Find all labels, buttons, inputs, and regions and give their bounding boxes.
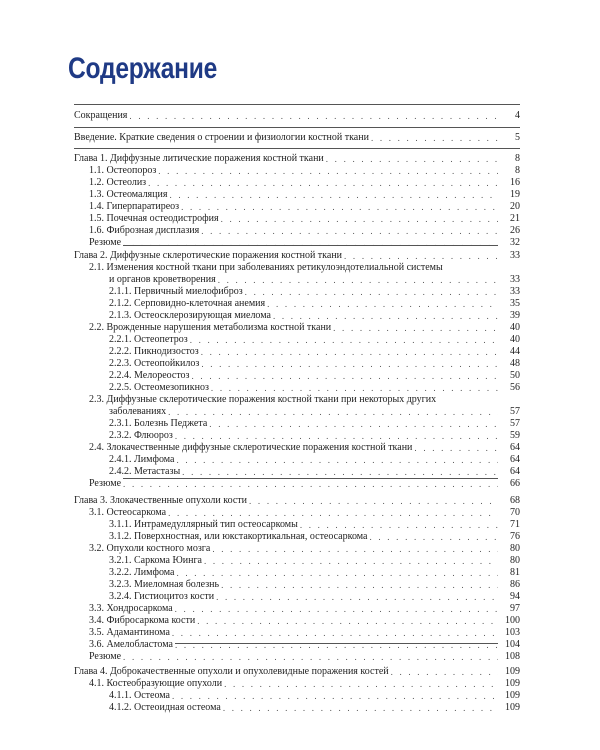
toc-entry[interactable] — [74, 478, 520, 490]
toc-entry[interactable] — [74, 201, 520, 213]
toc-entry-page: 64 — [498, 442, 520, 454]
toc-entry-page: 48 — [498, 358, 520, 370]
toc-entry[interactable] — [74, 430, 520, 442]
toc-entry[interactable] — [74, 406, 520, 418]
toc-entry-title: 2.2.4. Мелореостоз — [74, 370, 192, 382]
toc-entry[interactable] — [74, 132, 520, 144]
toc-entry[interactable] — [74, 651, 520, 663]
toc-entry-title: 1.6. Фиброзная дисплазия — [74, 225, 201, 237]
toc-entry-page: 40 — [498, 322, 520, 334]
toc-entry-page: 26 — [498, 225, 520, 237]
toc-entry[interactable] — [74, 579, 520, 591]
toc-entry[interactable] — [74, 507, 520, 519]
toc-entry-page: 109 — [498, 702, 520, 714]
toc-entry-title: Глава 1. Диффузные литические поражения костной ткани — [74, 153, 324, 164]
toc-entry-page: 57 — [498, 406, 520, 418]
toc-entry[interactable] — [74, 177, 520, 189]
toc-entry[interactable] — [74, 591, 520, 603]
toc-entry-page: 100 — [498, 615, 520, 627]
toc-entry-title: 1.1. Остеопороз — [74, 165, 158, 177]
toc-entry-title: 2.3. Диффузные склеротические поражения костной ткани при некоторых других — [74, 394, 438, 406]
toc-entry-title: 2.4.2. Метастазы — [74, 466, 182, 478]
toc-entry[interactable] — [74, 603, 520, 615]
toc-entry[interactable] — [74, 346, 520, 358]
toc-entry-page: 70 — [498, 507, 520, 519]
toc-entry-page: 44 — [498, 346, 520, 358]
toc-entry-page: 5 — [498, 132, 520, 144]
toc-entry-title: 2.2.5. Остеомезопикноз — [74, 382, 211, 394]
toc-entry-title: 3.5. Адамантинома — [74, 627, 172, 639]
toc-entry-title: 2.1.3. Остеосклерозирующая миелома — [74, 310, 273, 322]
toc-entry-title: 3.1.1. Интрамедуллярный тип остеосаркомы — [74, 519, 300, 531]
toc-entry-page: 64 — [498, 454, 520, 466]
toc-entry-title: 1.2. Остеолиз — [74, 177, 148, 189]
toc-entry[interactable] — [74, 454, 520, 466]
toc-entry-page: 109 — [498, 690, 520, 702]
toc-entry-title: 2.3.1. Болезнь Педжета — [74, 418, 209, 430]
toc-entry-page: 19 — [498, 189, 520, 201]
toc-entry-title: 3.2. Опухоли костного мозга — [74, 543, 212, 555]
toc-entry-page: 50 — [498, 370, 520, 382]
toc-entry-title: 4.1.1. Остеома — [74, 690, 172, 702]
toc-entry-page: 33 — [498, 274, 520, 286]
toc-entry-page: 56 — [498, 382, 520, 394]
toc-entry-title: Резюме — [74, 651, 123, 663]
toc-entry-page: 33 — [498, 250, 520, 262]
toc-entry-page: 39 — [498, 310, 520, 322]
toc-entry[interactable] — [74, 555, 520, 567]
toc-entry-title: 3.3. Хондросаркома — [74, 603, 175, 615]
toc-entry-title: 3.1. Остеосаркома — [74, 507, 168, 519]
toc-entry-title: заболеваниях — [74, 406, 168, 418]
toc-entry-title: Глава 2. Диффузные склеротические поражения костной ткани — [74, 250, 343, 261]
toc-entry-title: 2.2. Врожденные нарушения метаболизма костной ткани — [74, 322, 333, 334]
toc-entry-page: 57 — [498, 418, 520, 430]
toc-entry-title: 4.1. Костеобразующие опухоли — [74, 678, 224, 690]
toc-entry-title: 2.4.1. Лимфома — [74, 454, 176, 466]
toc-entry-title: Глава 4. Доброкачественные опухоли и опухолевидные поражения костей — [74, 666, 389, 677]
toc-entry-title: 1.5. Почечная остеодистрофия — [74, 213, 221, 225]
toc-entry-title: 2.1.1. Первичный миелофиброз — [74, 286, 245, 298]
toc-entry-title: Введение. Краткие сведения о строении и физиологии костной ткани — [74, 132, 369, 143]
toc-entry-title: 2.2.3. Остеопойкилоз — [74, 358, 201, 370]
toc-entry[interactable] — [74, 567, 520, 579]
toc-entry[interactable] — [74, 466, 520, 478]
toc-entry-page: 8 — [498, 153, 520, 165]
toc-entry[interactable] — [74, 237, 520, 249]
toc-entry-title: 1.4. Гиперпаратиреоз — [74, 201, 181, 213]
toc-entry-page: 104 — [498, 639, 520, 651]
toc-entry-page: 71 — [498, 519, 520, 531]
toc-entry[interactable] — [74, 298, 520, 310]
toc-entry-page: 20 — [498, 201, 520, 213]
toc-entry-page: 81 — [498, 567, 520, 579]
toc-entry[interactable] — [74, 213, 520, 225]
toc-entry-page: 68 — [498, 495, 520, 507]
toc-entry-page: 103 — [498, 627, 520, 639]
toc-entry-title: Глава 3. Злокачественные опухоли кости — [74, 495, 248, 506]
toc-entry[interactable] — [74, 358, 520, 370]
toc-entry-page: 64 — [498, 466, 520, 478]
toc-entry-page: 109 — [498, 678, 520, 690]
toc-entry[interactable] — [74, 702, 520, 714]
toc-entry[interactable] — [74, 615, 520, 627]
toc-entry-page: 109 — [498, 666, 520, 678]
toc-entry-title: 3.2.2. Лимфома — [74, 567, 176, 579]
divider — [74, 127, 520, 128]
toc-entry-title: 3.1.2. Поверхностная, или юкстакортикальная, остеосаркома — [74, 531, 369, 543]
toc-entry[interactable] — [74, 543, 520, 555]
page-title: Содержание — [68, 52, 218, 85]
toc-entry[interactable] — [74, 639, 520, 651]
toc-entry[interactable] — [74, 334, 520, 346]
toc-entry-page: 16 — [498, 177, 520, 189]
toc-entry-page: 97 — [498, 603, 520, 615]
toc-entry[interactable] — [74, 627, 520, 639]
toc-entry[interactable] — [74, 678, 520, 690]
toc-entry[interactable] — [74, 370, 520, 382]
toc-chapter[interactable] — [74, 666, 520, 678]
toc-entry-page: 21 — [498, 213, 520, 225]
toc-entry-title: Сокращения — [74, 110, 128, 121]
toc-entry[interactable] — [74, 110, 520, 122]
toc-entry[interactable] — [74, 189, 520, 201]
toc-entry-title: 2.4. Злокачественные диффузные склеротические поражения костной ткани — [74, 442, 414, 454]
toc-entry-title: Резюме — [74, 478, 123, 490]
toc-entry[interactable] — [74, 165, 520, 177]
toc-entry-title: 2.1. Изменения костной ткани при заболеваниях ретикулоэндотелиальной системы — [74, 262, 445, 274]
toc-entry-page: 33 — [498, 286, 520, 298]
toc-entry-page: 40 — [498, 334, 520, 346]
toc-entry-title: 2.2.2. Пикнодизостоз — [74, 346, 201, 358]
toc-entry-title: 3.6. Амелобластома — [74, 639, 175, 651]
toc-entry-title: 3.2.1. Саркома Юинга — [74, 555, 204, 567]
toc-entry[interactable] — [74, 286, 520, 298]
toc-entry-page: 80 — [498, 543, 520, 555]
toc-entry-title: 1.3. Остеомаляция — [74, 189, 169, 201]
toc-entry-page: 8 — [498, 165, 520, 177]
toc-chapter[interactable] — [74, 153, 520, 165]
divider — [74, 148, 520, 149]
toc-entry-title: 3.2.3. Миеломная болезнь — [74, 579, 221, 591]
toc-entry[interactable] — [74, 382, 520, 394]
toc-entry-title: 3.2.4. Гистиоцитоз кости — [74, 591, 216, 603]
toc-entry[interactable] — [74, 274, 520, 286]
toc-entry-page: 4 — [498, 110, 520, 122]
toc-entry[interactable] — [74, 531, 520, 543]
toc-entry-page: 35 — [498, 298, 520, 310]
toc-entry-page: 32 — [498, 237, 520, 249]
toc-entry[interactable] — [74, 310, 520, 322]
toc-chapter[interactable] — [74, 250, 520, 262]
toc-entry-title: 2.2.1. Остеопетроз — [74, 334, 190, 346]
toc-entry-page: 66 — [498, 478, 520, 490]
toc-entry[interactable] — [74, 442, 520, 454]
toc-entry-page: 80 — [498, 555, 520, 567]
divider — [74, 104, 520, 105]
toc-chapter[interactable] — [74, 495, 520, 507]
toc-entry-page: 94 — [498, 591, 520, 603]
toc-entry-page: 59 — [498, 430, 520, 442]
toc-entry[interactable] — [74, 394, 520, 406]
toc-entry[interactable] — [74, 690, 520, 702]
toc-entry-title: 3.4. Фибросаркома кости — [74, 615, 197, 627]
toc-entry-title: 4.1.2. Остеоидная остеома — [74, 702, 223, 714]
toc-entry[interactable] — [74, 519, 520, 531]
toc-entry-title: 2.1.2. Серповидно-клеточная анемия — [74, 298, 267, 310]
toc-entry-title: 2.3.2. Флюороз — [74, 430, 175, 442]
toc-entry-page: 86 — [498, 579, 520, 591]
toc-entry-title: Резюме — [74, 237, 123, 249]
toc-entry-title: и органов кроветворения — [74, 274, 218, 286]
toc-entry[interactable] — [74, 225, 520, 237]
toc-entry[interactable] — [74, 262, 520, 274]
toc-entry-page: 76 — [498, 531, 520, 543]
toc-entry[interactable] — [74, 418, 520, 430]
toc-entry[interactable] — [74, 322, 520, 334]
toc-entry-page: 108 — [498, 651, 520, 663]
